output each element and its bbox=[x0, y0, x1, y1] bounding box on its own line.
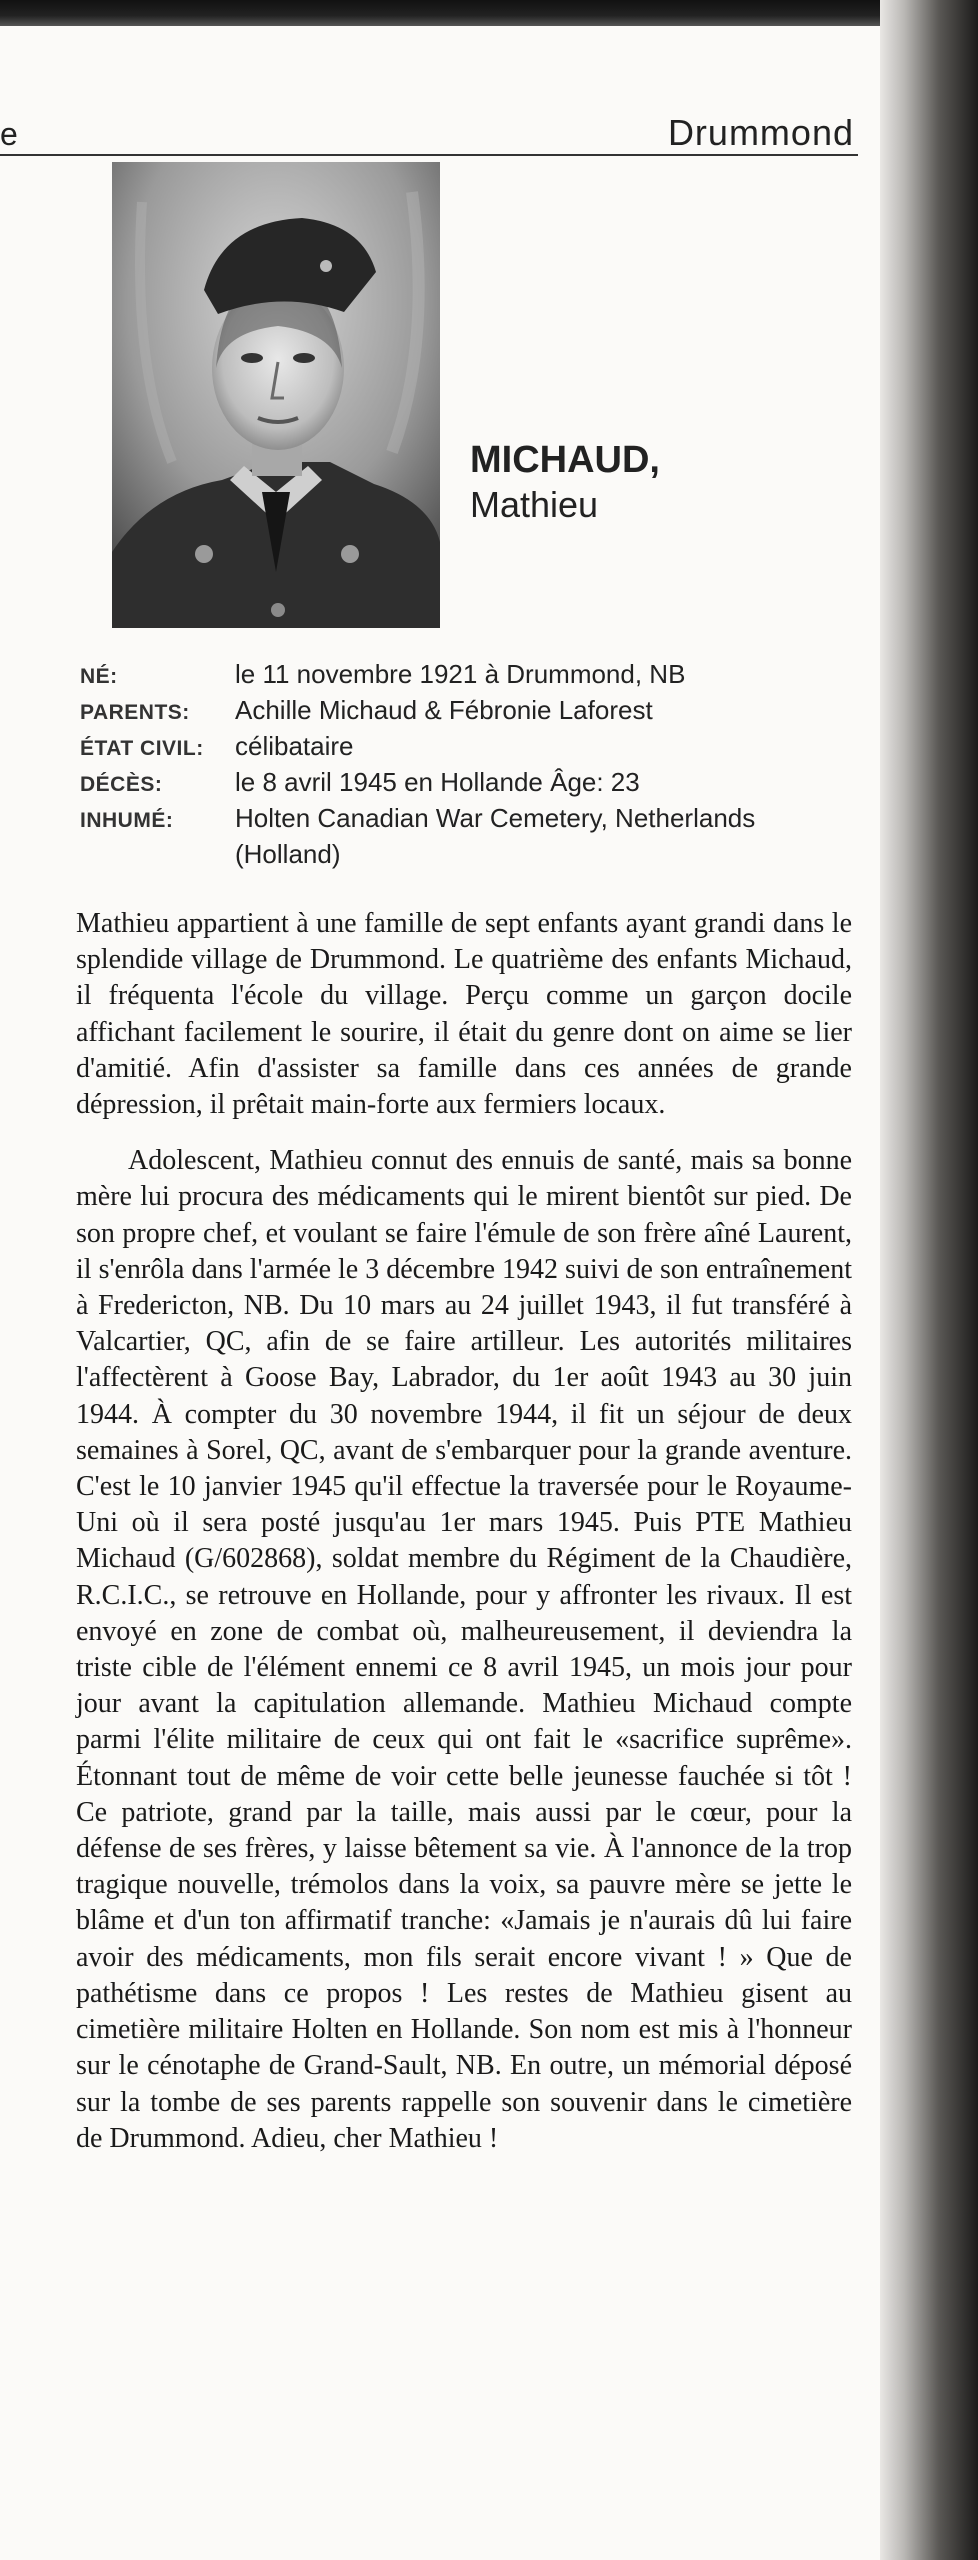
fact-label: DÉCÈS: bbox=[80, 773, 163, 796]
fact-row-death bbox=[80, 764, 860, 800]
running-header-left-fragment: e bbox=[0, 116, 18, 152]
fact-label: PARENTS: bbox=[80, 701, 190, 724]
fact-label: INHUMÉ: bbox=[80, 809, 174, 832]
header-rule bbox=[0, 154, 858, 156]
running-header-place: Drummond bbox=[667, 112, 854, 153]
top-page-shadow bbox=[0, 0, 978, 26]
biography-text bbox=[76, 906, 852, 2157]
fact-value: le 11 novembre 1921 à Drummond, NB bbox=[235, 659, 686, 689]
biography-paragraph-1: Mathieu appartient à une famille de sept enfants ayant grandi dans le splendide village de Drummond. Le quatrième des enfants Michaud, il fréquenta l'école du village. Perçu comme un garçon docile affichant facilement le sourire, il était du genre dont on aime se lier d'amitié. Afin d'assister sa famille dans ces années de grande dépression, il prêtait main-forte aux fermiers locaux. bbox=[76, 908, 852, 1121]
fact-row-birth bbox=[80, 656, 860, 692]
fact-value: célibataire bbox=[235, 731, 354, 761]
fact-row-civil-status bbox=[80, 728, 860, 764]
surname: MICHAUD, bbox=[470, 439, 660, 481]
fact-label: NÉ: bbox=[80, 665, 118, 688]
fact-value: Achille Michaud & Fébronie Laforest bbox=[235, 695, 653, 725]
fact-value: le 8 avril 1945 en Hollande Âge: 23 bbox=[235, 767, 640, 797]
fact-label: ÉTAT CIVIL: bbox=[80, 737, 204, 760]
soldier-portrait-photo bbox=[112, 162, 440, 628]
book-spine-shadow bbox=[880, 0, 978, 2560]
biography-paragraph-2: Adolescent, Mathieu connut des ennuis de santé, mais sa bonne mère lui procura des médicaments qui le mirent bientôt sur pied. De son propre chef, et voulant se faire l'émule de son frère aîné Laurent, il s'enrôla dans l'armée le 3 décembre 1942 suivi de son entraînement à Fredericton, NB. Du 10 mars au 24 juillet 1943, il fut transféré à Valcartier, QC, afin de se faire artilleur. Les autorités militaires l'affectèrent à Goose Bay, Labrador, du 1er août 1943 au 30 juin 1944. À compter du 30 novembre 1944, il fit un séjour de deux semaines à Sorel, QC, avant de s'embarquer pour la grande aventure. C'est le 10 janvier 1945 qu'il effectue la traversée pour le Royaume-Uni où il sera posté jusqu'au 1er mars 1945. Puis PTE Mathieu Michaud (G/602868), soldat membre du Régiment de la Chaudière, R.C.I.C., se retrouve en Hollande, pour y affronter les rivaux. Il est envoyé en zone de combat où, malheureusement, il deviendra la triste cible de l'élément ennemi ce 8 avril 1945, un mois jour pour jour avant la capitulation allemande. Mathieu Michaud compte parmi l'élite militaire de ceux qui ont fait le «sacrifice suprême». Étonnant tout de même de voir cette belle jeunesse fauchée si tôt ! Ce patriote, grand par la taille, mais aussi par le cœur, pour la défense de ses frères, y laisse bêtement sa vie. À l'annonce de la trop tragique nouvelle, trémolos dans la voix, sa pauvre mère se jette le blâme et d'un ton affirmatif tranche: «Jamais je n'aurais dû lui faire avoir des médicaments, mon fils serait encore vivant ! » Que de pathétisme dans ce propos ! Les restes de Mathieu gisent au cimetière militaire Holten en Hollande. Son nom est mis à l'honneur sur le cénotaphe de Grand-Sault, NB. En outre, un mémorial déposé sur la tombe de ses parents rappelle son souvenir dans le cimetière de Drummond. Adieu, cher Mathieu ! bbox=[76, 1145, 852, 2154]
fact-value: Holten Canadian War Cemetery, Netherlands (Holland) bbox=[235, 803, 756, 869]
fact-row-burial bbox=[80, 800, 860, 872]
vital-facts bbox=[80, 656, 860, 872]
person-name-heading bbox=[470, 438, 660, 528]
given-name: Mathieu bbox=[470, 484, 599, 525]
fact-row-parents bbox=[80, 692, 860, 728]
